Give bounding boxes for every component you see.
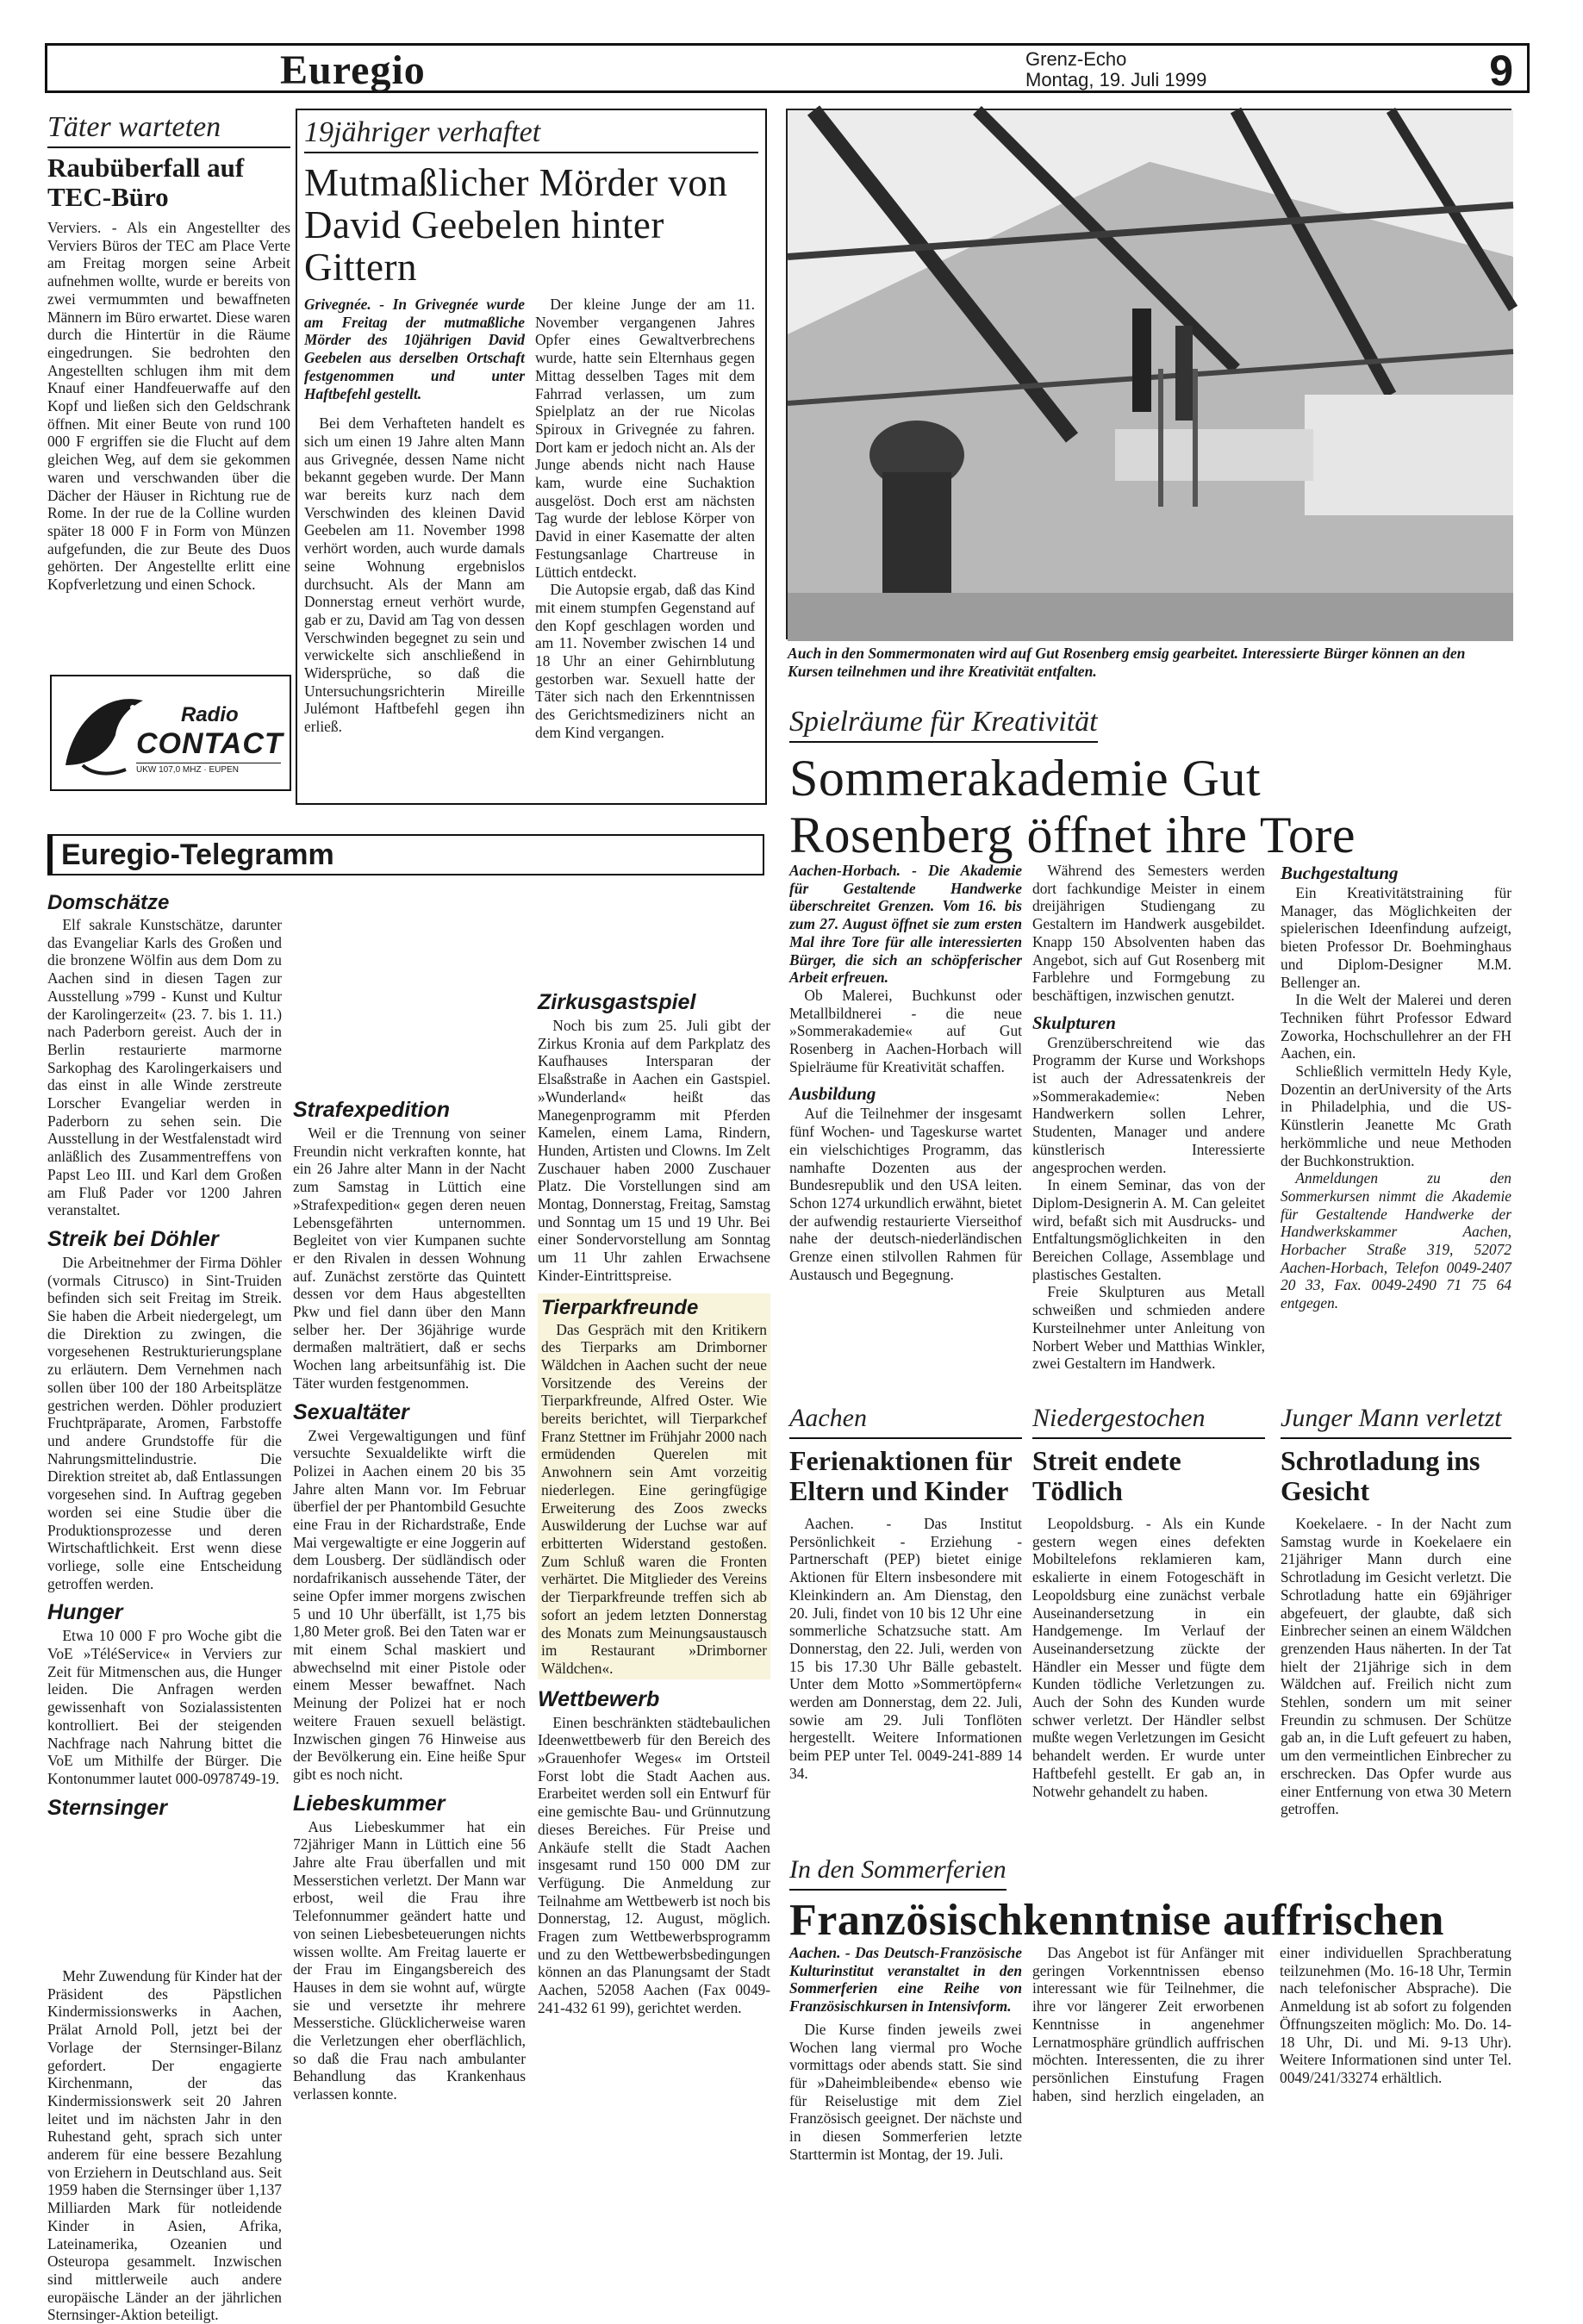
para-2: Das Angebot ist für Anfänger mit geringen Vorkenntnissen ebenso interessant wie für Teilnehmer, die ihre vor längerer Zeit erworbenen Kenntnisse in angenehmer Lernatmosphäre gründlich auffrischen möchten. Interessenten, die zu ihrer persönlichen Einstufung Fragen haben, sind herzlich eingeladen, an einer individuellen Sprachberatung teilzunehmen (Mo. 16-18 Uhr, Termin nach telefonischer Absprache). Die Anmeldung ist ab sofort zu folgenden Öffnungszeiten möglich: Mo. Do. 14-18 Uhr, Di. und Mi. 9-13 Uhr). Weitere Informationen sind unter Tel. 0049/241/33274 erhältlich. bbox=[1032, 1944, 1511, 2104]
kicker: Aachen bbox=[789, 1401, 1022, 1439]
telegramm-col-3 bbox=[538, 890, 770, 2017]
para-2: Auf die Teilnehmer der insgesamt fünf Wochen- und Tageskurse wartet ein vielschichtiges Programm, das namhafte Dozenten aus der Bundesrepublik und den USA leiten. Schon 1274 urkundlich erwähnt, bietet der aufwendig restaurierte Vierseithof nahe der deutsch-niederländischen Grenze einen stilvollen Rahmen für Austausch und Begegnung. bbox=[789, 1105, 1022, 1283]
rosenberg-col-1 bbox=[789, 862, 1022, 1283]
para-9: Schließlich vermitteln Hedy Kyle, Dozentin an derUniversity of the Arts in Philadelphia, und die US-Künstlerin Jeanette Mc Grath herkömmliche und neue Methoden der Buchkonstruktion. bbox=[1281, 1062, 1511, 1169]
telegramm-header bbox=[47, 834, 764, 875]
lead: Aachen. - Das Deutsch-Französische Kulturinstitut veranstaltet in den Sommerferien eine Reihe von Französischkursen in Intensivform. bbox=[789, 1944, 1022, 2016]
wettbewerb-text: Einen beschränkten städtebaulichen Ideenwettbewerb für den Bereich des »Grauenhofer Weges« im Ortsteil Forst lobt die Stadt Aachen aus. Erarbeitet werden soll ein Entwurf für eine gemischte Bau- und Grünnutzung dieses Bereiches. Für Preise und Ankäufe stellt die Stadt Aachen insgesamt rund 150 000 DM zur Verfügung. Die Anmeldung zur Teilnahme am Wettbewerb ist noch bis Donnerstag, 12. August, möglich. Fragen zum Wettbewerbsprogramm und zu den Wettbewerbsbedingungen können an das Planungsamt der Stadt Aachen, 52058 Aachen (Fax 0049-241-432 61 99), gerichtet werden. bbox=[538, 1713, 770, 2016]
attic-photo-illustration bbox=[788, 110, 1513, 641]
article-geebelen bbox=[296, 109, 767, 805]
rosenberg-col-2 bbox=[1032, 862, 1265, 1373]
photo-caption: Auch in den Sommermonaten wird auf Gut Rosenberg emsig gearbeitet. Interessierte Bürger können an den Kursen teilnehmen und ihre Kreativität entfalten. bbox=[788, 645, 1466, 680]
page-number: 9 bbox=[1489, 47, 1513, 95]
article-franz-head bbox=[789, 1853, 1513, 1946]
article-schrot bbox=[1281, 1401, 1511, 1818]
section-title: Euregio bbox=[280, 47, 426, 93]
rosenberg-col-3 bbox=[1281, 862, 1511, 1312]
headline: Ferienaktionen für Eltern und Kinder bbox=[789, 1445, 1013, 1506]
kicker: In den Sommerferien bbox=[789, 1853, 1007, 1891]
lead: Grivegnée. - In Grivegnée wurde am Freitag der mutmaßliche Mörder des 10jährigen David Geebelen aus derselben Ortschaft festgenommen und unter Haftbefehl gestellt. bbox=[304, 296, 525, 402]
sternsinger-head: Sternsinger bbox=[47, 1795, 167, 1820]
para-5: In einem Seminar, das von der Diplom-Designerin A. M. Can geleitet wird, befaßt sich mit Ausdrucks- und Entfaltungsmöglichkeiten in den Bereichen Collage, Assemblage und plastisches Gestalten. bbox=[1032, 1176, 1265, 1283]
subhead-buchgestaltung: Buchgestaltung bbox=[1281, 863, 1399, 883]
doehler-text: Die Arbeitnehmer der Firma Döhler (vormals Citrusco) in Sint-Truiden befinden sich seit Freitag im Streik. Sie haben die Arbeit niedergelegt, um die Direktion zu zwingen, die vorgesehenen Restrukturierungsplane zu erläutern. Dem Vernehmen nach sollen über 100 der 180 Arbeitsplätze gestrichen werden. Döhler produziert Fruchtpräparate, Aromen, Farbstoffe und andere Grundstoffe für die Nahrungsmittelindustrie. Die Direktion streitet ab, daß Entlassungen vorgesehen sind. In Auftrag gegeben worden sei eine Studie über die Produktionsprozesse und deren Wirtschaftlichkeit. Erst wenn diese vorliege, solle eine Entscheidung getroffen werden. bbox=[47, 1253, 282, 1592]
headline: Raubüberfall auf TEC-Büro bbox=[47, 153, 245, 212]
article-streit bbox=[1032, 1401, 1265, 1800]
headline: Französischkenntnise auffrischen bbox=[789, 1896, 1444, 1945]
article-text: Aachen. - Das Institut Persönlichkeit - Erziehung - Partnerschaft (PEP) bietet einige Aktionen für Eltern insbesondere mit Kleinkindern an. Am Dienstag, den 20. Juli, findet von 10 bis 12 Uhr eine sommerliche Schatzsuche statt. Am Donnerstag, den 22. Juli, werden von 15 bis 17.30 Uhr Bälle gebastelt. Unter dem Motto »Sommertöpfern« werden am Donnerstag, dem 22. Juli, sowie am 29. Juli Tonflöten hergestellt. Weitere Informationen beim PEP unter Tel. 0049-241-889 14 34. bbox=[789, 1515, 1022, 1782]
article-ferien bbox=[789, 1401, 1022, 1783]
text-1: Bei dem Verhafteten handelt es sich um einen 19 Jahre alten Mann aus Grivegnée, dessen Name nicht bekannt gegeben wurde. Der Mann war bereits kurz nach dem Verschwinden des kleinen David Geebelen am 11. November 1998 verhört worden, auch wurde damals seine Wohnung ergebnislos durchsucht. Als der Mann am Donnerstag erneut verhört wurde, gab er zu, David am Tag von dessen Verschwinden begegnet zu sein und verwickelte sich anschließend in Widersprüche, so daß die Untersuchungsrichterin Mireille Julémont Haftbefehl gegen ihn erließ. bbox=[304, 414, 525, 736]
telegramm-title: Euregio-Telegramm bbox=[61, 838, 334, 871]
article-text: Koekelaere. - In der Nacht zum Samstag wurde in Koekelaere ein 21jähriger Mann durch eine Schrotladung im Gesicht verletzt. Die Schrotladung hatte ein 69jähriger abgefeuert, der glaubte, daß sich Einbrecher seinen an einem Wäldchen grenzenden Haus näherten. In der Tat hielt der 21jährige sich in dem Wäldchen auf. Freilich nicht zum Stehlen, sondern um mit seiner Freundin zu schmusen. Der Schütze gab an, in die Luft gefeuert zu haben, um den vermeintlichen Einbrecher zu erschrecken. Das Opfer wurde aus einer Entfernung von etwa 30 Metern getroffen. bbox=[1281, 1515, 1511, 1818]
text-2a: Der kleine Junge der am 11. November vergangenen Jahres Opfer eines Gewaltverbrechens wurde, hatte sein Elternhaus gegen Mittag desselben Tages mit dem Fahrrad verlassen, um zum Spielplatz an der rue Nicolas Spiroux in Grivegnée zu fahren. Dort kam er jedoch nicht an. Als der Junge abends nicht nach Hause kam, wurde eine Suchaktion ausgelöst. Doch erst am nächsten Tag wurde der leblose Körper von David in einer Kasematte der alten Festungsanlage Chartreuse in Lüttich entdeckt. bbox=[535, 296, 755, 581]
para-10: Anmeldungen zu den Sommerkursen nimmt die Akademie für Gestaltende Handwerke der Handwerkskammer Aachen, Horbacher Straße 319, 52072 Aachen-Horbach, Telefon 0049-2407 20 33, Fax. 0049-2490 71 75 64 entgegen. bbox=[1281, 1169, 1511, 1312]
sternsinger-text: Mehr Zuwendung für Kinder hat der Präsident des Päpstlichen Kindermissionswerks in Aachen, Prälat Arnold Poll, jetzt bei der Vorlage der Sternsinger-Bilanz gefordert. Der engagierte Kirchenmann, der das Kindermissionswerk seit 20 Jahren leitet und im nächsten Jahr in den Ruhestand geht, sprach sich unter anderem für eine bessere Bezahlung von Erziehern in Deutschland aus. Seit 1959 haben die Sternsinger über 1,137 Milliarden Mark für notleidende Kinder in Asien, Afrika, Lateinamerika, Ozeanien und Osteuropa gesammelt. Inzwischen sind mittlerweile auch andere europäische Länder an der jährlichen Sternsinger-Aktion beteiligt. bbox=[47, 1967, 282, 2324]
article-rosenberg bbox=[789, 705, 1513, 863]
strafexpedition-text: Weil er die Trennung von seiner Freundin nicht verkraften konnte, hat ein 26 Jahre alter Mann in der Nacht zum Samstag in Lüttich eine »Strafexpedition« gegen deren neuen Lebensgefährten unternommen. Begleitet von vier Kumpanen suchte er den Rivalen in dessen Wohnung auf. Zunächst zerstörte das Quintett dessen vor dem Haus abgestellten Pkw und fiel dann über den Mann selber her. Der 36jährige wurde dermaßen malträtiert, daß er sechs Wochen lang arbeitsunfähig ist. Die Täter wurden festgenommen. bbox=[293, 1125, 526, 1392]
liebeskummer-head: Liebeskummer bbox=[293, 1791, 446, 1816]
para-4: Grenzüberschreitend wie das Programm der Kurse und Workshops ist auch der Adressatenkreis der »Sommerakademie«: Neben Handwerkern sollen Lehrer, Studenten, Manager und andere künstlerisch Interessierte angesprochen werden. bbox=[1032, 1033, 1265, 1176]
headline-line-1: Sommerakademie Gut bbox=[789, 750, 1262, 807]
zirkus-head: Zirkusgastspiel bbox=[538, 990, 696, 1014]
article-text: Leopoldsburg. - Als ein Kunde gestern wegen eines defekten Mobiltelefons reklamieren kam, eskalierte in einem Fotogeschäft in Leopoldsburg eine zunächst verbale Auseinandersetzung in ein Handgemenge. Im Verlauf der Auseinandersetzung zückte der Händler ein Messer und fügte dem Kunden tödliche Verletzungen zu. Auch der Sohn des Kunden wurde schwer verletzt. Der Händler selbst mußte wegen Verletzungen im Gesicht behandelt werden. Er wurde unter Haftbefehl gestellt. Er gab an, in Notwehr gehandelt zu haben. bbox=[1032, 1515, 1265, 1800]
lead: Aachen-Horbach. - Die Akademie für Gestaltende Handwerke überschreitet Grenzen. Vom 16. bis zum 27. August öffnet sie zum ersten Mal ihre Tore für alle interessierten Bürger, die sich an schöpferischer Arbeit erfreuen. bbox=[789, 862, 1022, 987]
wettbewerb-head: Wettbewerb bbox=[538, 1686, 660, 1711]
kicker: Niedergestochen bbox=[1032, 1401, 1265, 1439]
text-2b: Die Autopsie ergab, daß das Kind mit einem stumpfen Gegenstand auf den Kopf geschlagen worden und am 11. November zwischen 14 und 18 Uhr an einer Gehirnblutung gestorben war. Sexuell hatte der Täter sich nach den Erkenntnissen des Gerichtsmediziners nicht an dem Kind vergangen. bbox=[535, 581, 755, 741]
kicker: Täter warteten bbox=[47, 110, 290, 148]
sexualtaeter-text: Zwei Vergewaltigungen und fünf versuchte Sexualdelikte wirft die Polizei in Aachen einem 20 bis 35 Jahre alten Mann vor. Im Februar überfiel der per Phantombild Gesuchte eine Frau in der Richardstraße, Ende Mai vergewaltigte er eine Joggerin auf dem Lousberg. Der südländisch oder nordafrikanisch aussehende Täter, der seine Opfer immer morgens zwischen 5 und 10 Uhr überfällt, ist 1,75 bis 1,80 Meter groß. Bei den Taten war er mit einem Schal maskiert und abwechselnd mit einer Pistole oder einem Messer bewaffnet. Nach Meinung der Polizei hat er noch weitere Frauen sexuell belästigt. Inzwischen gingen 76 Hinweise aus der Bevölkerung ein. Eine heiße Spur gibt es noch nicht. bbox=[293, 1426, 526, 1783]
column-2 bbox=[535, 296, 755, 742]
headline-line-2: Rosenberg öffnet ihre Tore bbox=[789, 807, 1356, 863]
telegramm-col-2 bbox=[293, 890, 526, 2103]
hunger-head: Hunger bbox=[47, 1600, 123, 1625]
liebeskummer-text: Aus Liebeskummer hat ein 72jähriger Mann in Lüttich eine 56 Jahre alte Frau überfallen und mit Messerstichen verletzt. Der Mann war erbost, weil die Frau ihre Telefonnummer geändert hatte und von seinen Liebesbeteuerungen nichts wissen wollte. Am Freitag lauerte er der Frau im Eingangsbereich des Hauses in dem sie wohnt auf, würgte sie und versetzte ihr mehrere Messerstiche. Glücklicherweise waren die Verletzungen eher oberflächlich, so daß die Frau nach ambulanter Behandlung das Krankenhaus verlassen konnte. bbox=[293, 1817, 526, 2103]
franz-col-2-3 bbox=[1032, 1944, 1511, 2168]
kicker: Spielräume für Kreativität bbox=[789, 705, 1098, 743]
para-3: Während des Semesters werden dort fachkundige Meister in einem dreijährigen Studiengang zu Gestaltern im Handwerk ausgebildet. Knapp 150 Absolventen haben das Angebot, sich auf Gut Rosenberg mit Farblehre und Formgebung zu beschäftigen, inzwischen genutzt. bbox=[1032, 862, 1265, 1004]
para-1: Die Kurse finden jeweils zwei Wochen lang viermal pro Woche vormittags oder abends statt. Sie sind für »Daheimbleibende« ebenso wie für Reiselustige mit dem Ziel Französisch geeignet. Der nächste und in diesen Sommerferien letzte Starttermin ist Montag, der 19. Juli. bbox=[789, 2020, 1022, 2163]
headline: Schrotladung ins Gesicht bbox=[1281, 1445, 1480, 1506]
franz-col-1 bbox=[789, 1944, 1022, 2163]
column-1 bbox=[304, 296, 525, 736]
telegramm-col-1 bbox=[47, 890, 282, 1822]
para-8: In die Welt der Malerei und deren Techniken führt Professor Edward Zoworka, Hochschullehrer an der FH Aachen, ein. bbox=[1281, 991, 1511, 1062]
para-1: Ob Malerei, Buchkunst oder Metallbildnerei - die neue »Sommerakademie« auf Gut Rosenberg in Aachen-Horbach will Spielräume für Kreativität schaffen. bbox=[789, 986, 1022, 1075]
subhead-skulpturen: Skulpturen bbox=[1032, 1012, 1116, 1033]
domschaetze-head: Domschätze bbox=[47, 891, 170, 914]
headline: Streit endete Tödlich bbox=[1032, 1445, 1181, 1506]
issue-date: Montag, 19. Juli 1999 bbox=[1025, 69, 1207, 90]
publication-name: Grenz-Echo bbox=[1025, 48, 1127, 70]
para-6: Freie Skulpturen aus Metall schweißen und schmieden andere Kursteilnehmer unter Anleitung von Norbert Weber und Matthias Winkler, zwei Gestaltern im Handwerk. bbox=[1032, 1283, 1265, 1373]
ad-name-top: Radio bbox=[181, 703, 239, 726]
kicker: 19jähriger verhaftet bbox=[304, 115, 758, 153]
doehler-head: Streik bei Döhler bbox=[47, 1226, 219, 1251]
subhead-ausbildung: Ausbildung bbox=[789, 1083, 876, 1105]
tierpark-text: Das Gespräch mit den Kritikern des Tierparks am Drimborner Wäldchen in Aachen sucht der neue Vorsitzende des Vereins der Tierparkfreunde, Alfred Oster. Wie bereits berichtet, will Tierparkchef Franz Stettner im Frühjahr 2000 nach ermüdenden Querelen mit Anwohnern sein Amt vorzeitig niederlegen. Eine geringfügige Erweiterung des Zoos zwecks Auswilderung der Luchse war auf erbitterten Widerstand gestoßen. Zum Schluß waren die Fronten verhärtet. Die Mitglieder des Vereins der Tierparkfreunde treffen sich ab sofort an jedem letzten Donnerstag des Monats zum Meinungsaustausch im Restaurant »Drimborner Wäldchen«. bbox=[541, 1320, 767, 1677]
tierpark-head: Tierparkfreunde bbox=[541, 1295, 699, 1319]
zirkus-text: Noch bis zum 25. Juli gibt der Zirkus Kronia auf dem Parkplatz des Kaufhauses Intersparan der Elsaßstraße in Aachen ein Gastspiel. »Wunderland« heißt das Manegenprogramm mit Pferden Kamelen, einem Lama, Rindern, Hunden, Artisten und Clowns. Im Zelt Zuschauer haben 2000 Zuschauer Platz. Die Vorstellungen sind am Montag, Donnerstag, Freitag, Samstag und Sonntag um 15 und 19 Uhr. Bei einer Sondervorstellung am Sonntag um 11 Uhr zahlen Erwachsene Kinder-Eintrittspreise. bbox=[538, 1017, 770, 1284]
para-7: Ein Kreativitätstraining für Manager, das Möglichkeiten der spielerischen Ideenfindung aufzeigt, bieten Professor Dr. Boehminghaus und Diplom-Designer M.M. Bellenger an. bbox=[1281, 884, 1511, 991]
sternsinger-text-a bbox=[47, 1967, 282, 2324]
ad-name-bottom: CONTACT bbox=[136, 727, 284, 760]
article-tec bbox=[47, 110, 290, 594]
article-text: Verviers. - Als ein Angestellter des Verviers Büros der TEC am Place Verte am Freitag morgen seine Arbeit aufnehmen wollte, wurde er bereits von zwei vermummten und bewaffneten Männern im Büro erwartet. Diese waren durch die Hintertür in die Räume eingedrungen. Sie bedrohten den Angestellten schlugen ihm mit dem Knauf einer Handfeuerwaffe auf den Kopf und ließen sich den Geldschrank öffnen. Mit einer Beute von rund 100 000 F ergriffen sie die Flucht auf dem gleichen Weg, auf dem sie gekommen waren und verschwanden über die Dächer der Häuser in Richtung rue de Rome. In der rue de la Colline wurden später 18 000 F in Form von Münzen aufgefunden, die zur Beute des Duos gehörten. Der Angestellte erlitt eine Kopfverletzung und einen Schock. bbox=[47, 219, 290, 594]
domschaetze-text: Elf sakrale Kunstschätze, darunter das Evangeliar Karls des Großen und die bronzene Wölfin aus dem Dom zu Aachen sind in diesen Tagen zur Ausstellung »799 - Kunst und Kultur der Karolingerzeit« (23. 7. bis 1. 11.) nach Paderborn gereist. Auch der in Berlin restaurierte marmorne Sarkophag des Karolingerkaisers und das einst in alle Winde zerstreute Lorscher Evangeliar werden in Paderborn zu sehen sein. Die Ausstellung in der Westfalenstadt wird anläßlich des Zusammentreffens von Papst Leo III. und Karl dem Großen am Fluß Pader vor 1200 Jahren veranstaltet. bbox=[47, 916, 282, 1219]
kicker: Junger Mann verletzt bbox=[1281, 1401, 1511, 1439]
headline: Mutmaßlicher Mörder von David Geebelen hinter Gittern bbox=[304, 161, 728, 289]
ad-frequency: UKW 107,0 MHZ · EUPEN bbox=[136, 763, 281, 776]
photo-workshop bbox=[786, 109, 1511, 639]
masthead bbox=[45, 43, 1530, 93]
strafexpedition-head: Strafexpedition bbox=[293, 1098, 450, 1122]
tierpark-highlight bbox=[538, 1293, 770, 1679]
hunger-text: Etwa 10 000 F pro Woche gibt die VoE »TéléService« in Verviers zur Zeit für Mitmenschen aus, die Hunger leiden. Die Anfragen werden gewissenhaft von Sozialassistenten kontrolliert. Bei der steigenden Nachfrage nach Nahrung bittet die VoE um Mithilfe der Bürger. Die Kontonummer lautet 000-0978749-19. bbox=[47, 1627, 282, 1787]
radio-contact-ad bbox=[50, 675, 291, 791]
sexualtaeter-head: Sexualtäter bbox=[293, 1399, 409, 1424]
